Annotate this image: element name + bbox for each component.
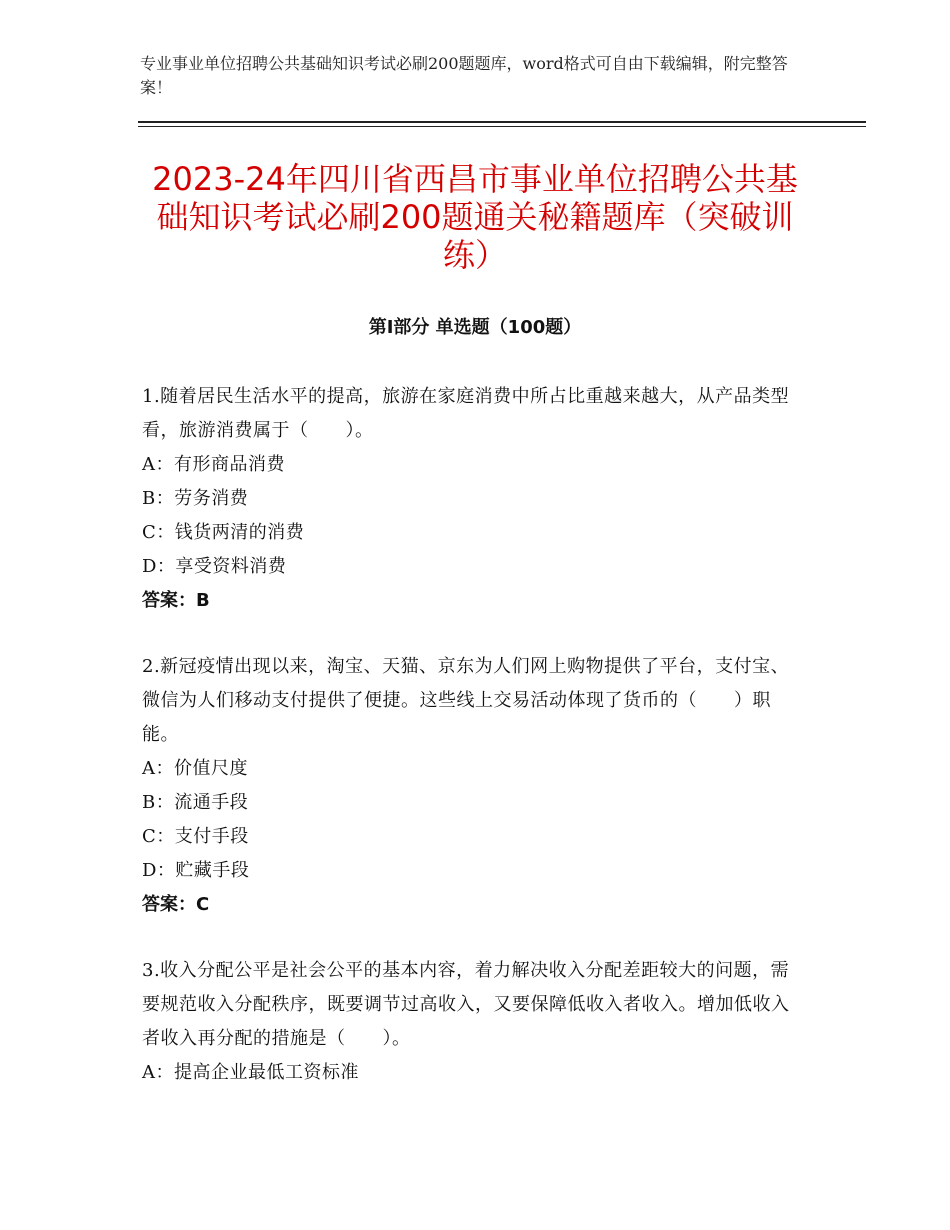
header-note: 专业事业单位招聘公共基础知识考试必刷200题题库，word格式可自由下载编辑，附完整答案！: [140, 54, 788, 97]
question-stem: 1.随着居民生活水平的提高，旅游在家庭消费中所占比重越来越大，从产品类型看，旅游消费属于（ ）。: [142, 386, 790, 441]
option-c: C：钱货两清的消费: [142, 522, 305, 543]
option-b: B：劳务消费: [142, 488, 249, 509]
option-d: D：享受资料消费: [142, 556, 287, 577]
option-b: B：流通手段: [142, 792, 249, 813]
question-stem: 3.收入分配公平是社会公平的基本内容，着力解决收入分配差距较大的问题，需要规范收入分配秩序，既要调节过高收入，又要保障低收入者收入。增加低收入者收入再分配的措施是（ ）。: [142, 960, 790, 1049]
question-list: [142, 380, 802, 1122]
question-1: [142, 380, 802, 618]
option-d: D：贮藏手段: [142, 860, 250, 881]
header-rule-thin: [138, 126, 866, 127]
question-stem: 2.新冠疫情出现以来，淘宝、天猫、京东为人们网上购物提供了平台，支付宝、微信为人们移动支付提供了便捷。这些线上交易活动体现了货币的（ ）职能。: [142, 656, 790, 745]
option-a: A：有形商品消费: [142, 454, 285, 475]
answer-label: 答案：C: [142, 894, 210, 915]
document-title: 2023-24年四川省西昌市事业单位招聘公共基础知识考试必刷200题通关秘籍题库（突破训练）: [152, 160, 798, 274]
option-a: A：提高企业最低工资标准: [142, 1062, 359, 1083]
section-title: 第Ⅰ部分 单选题（100题）: [368, 317, 582, 338]
question-2: [142, 650, 802, 922]
option-a: A：价值尺度: [142, 758, 248, 779]
question-3: [142, 954, 802, 1090]
option-c: C：支付手段: [142, 826, 249, 847]
answer-label: 答案：B: [142, 590, 210, 611]
header-rule-thick: [138, 121, 866, 123]
